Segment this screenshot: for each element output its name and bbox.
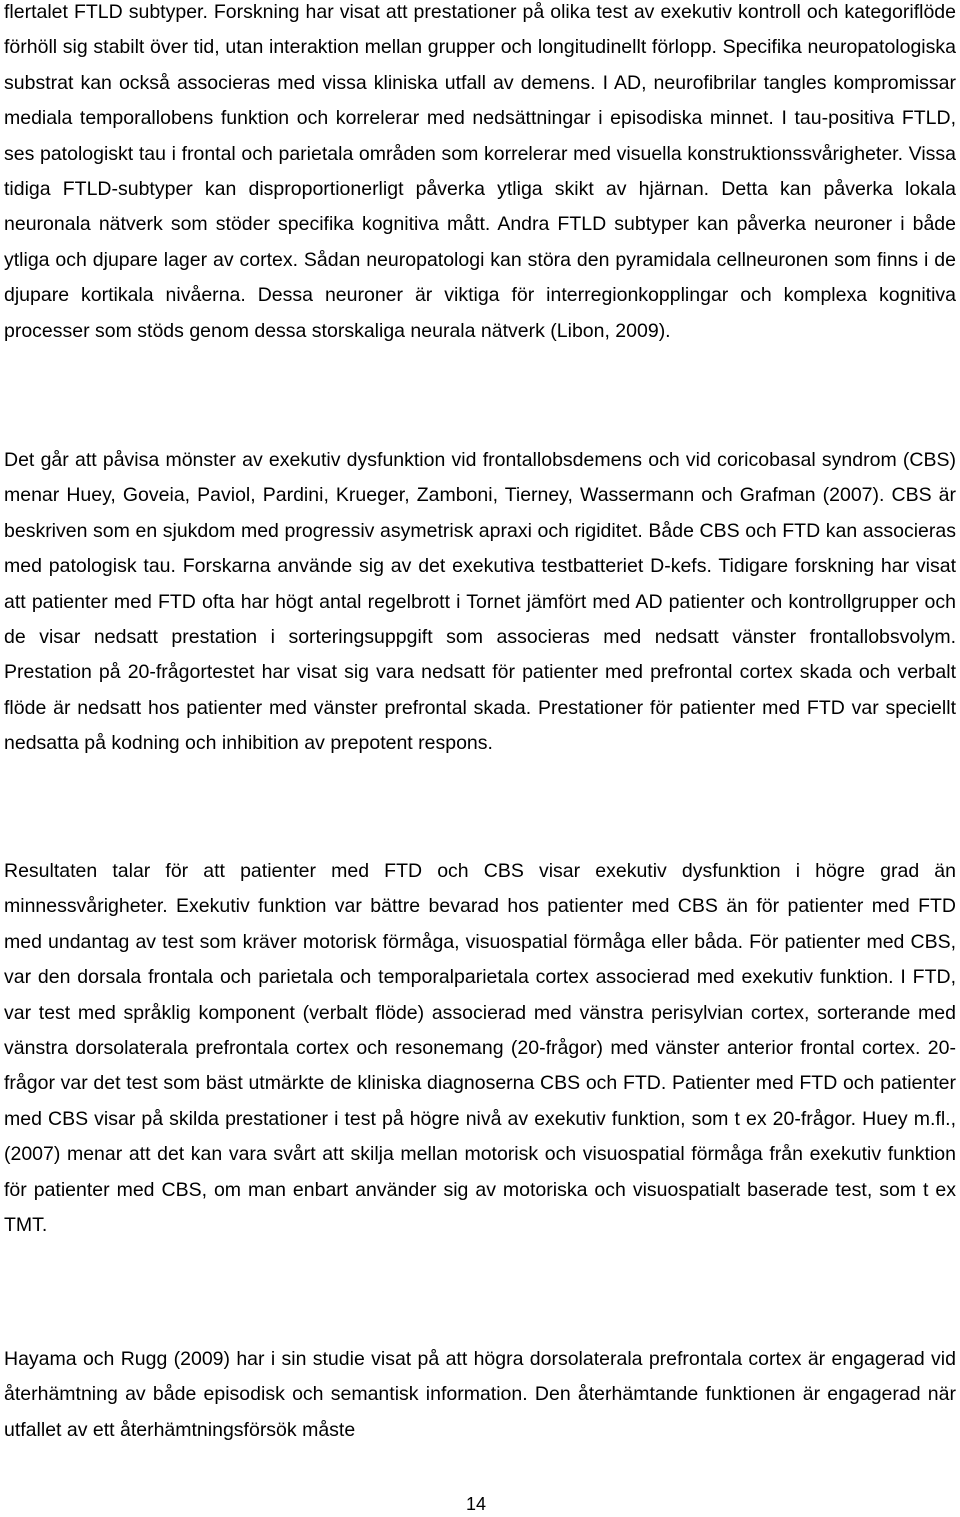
paragraph-1: flertalet FTLD subtyper. Forskning har visat att prestationer på olika test av exekutiv kontroll och kategoriflöde förhöll sig stabilt över tid, utan interaktion mellan grupper och longitudinellt förlopp. Specifika neuropatologiska substrat kan också associeras med vissa kliniska utfall av demens. I AD, neurofibrilar tangles kompromissar mediala temporallobens funktion och korrelerar med nedsättningar i episodiska minnet. I tau-positiva FTLD, ses patologiskt tau i frontal och parietala områden som korrelerar med visuella konstruktionssvårigheter. Vissa tidiga FTLD-subtyper kan disproportionerligt påverka ytliga skikt av hjärnan. Detta kan påverka lokala neuronala nätverk som stöder specifika kognitiva mått. Andra FTLD subtyper kan påverka neuroner i både ytliga och djupare lager av cortex. Sådan neuropatologi kan störa den pyramidala cellneuronen som finns i de djupare kortikala nivåerna. Dessa neuroner är viktiga för interregionkopplingar och komplexa kognitiva processer som stöds genom dessa storskaliga neurala nätverk (Libon, 2009).: [4, 1, 956, 342]
document-page: [4, 0, 956, 1517]
page-number: 14: [465, 1494, 487, 1514]
paragraph-4: Hayama och Rugg (2009) har i sin studie visat på att högra dorsolaterala prefrontala cortex är engagerad vid återhämtning av både episodisk och semantisk information. Den återhämtande funktionen är engagerad när utfallet av ett återhämtningsförsök måste: [4, 1348, 956, 1441]
paragraph-2: Det går att påvisa mönster av exekutiv dysfunktion vid frontallobsdemens och vid coricobasal syndrom (CBS) menar Huey, Goveia, Paviol, Pardini, Krueger, Zamboni, Tierney, Wassermann och Grafman (2007). CBS är beskriven som en sjukdom med progressiv asymetrisk apraxi och rigiditet. Både CBS och FTD kan associeras med patologisk tau. Forskarna använde sig av det exekutiva testbatteriet D-kefs. Tidigare forskning har visat att patienter med FTD ofta har högt antal regelbrott i Tornet jämfört med AD patienter och kontrollgrupper och de visar nedsatt prestation i sorteringsuppgift som associeras med nedsatt vänster frontallobsvolym. Prestation på 20-frågortestet har visat sig vara nedsatt för patienter med prefrontal cortex skada och verbalt flöde är nedsatt hos patienter med vänster prefrontal skada. Prestationer för patienter med FTD var speciellt nedsatta på kodning och inhibition av prepotent respons.: [4, 449, 956, 755]
paragraph-3: Resultaten talar för att patienter med FTD och CBS visar exekutiv dysfunktion i högre grad än minnessvårigheter. Exekutiv funktion var bättre bevarad hos patienter med CBS än för patienter med FTD med undantag av test som kräver motorisk förmåga, visuospatial förmåga eller båda. För patienter med CBS, var den dorsala frontala och parietala och temporalparietala cortex associerad med exekutiv funktion. I FTD, var test med språklig komponent (verbalt flöde) associerad med vänstra perisylvian cortex, sorterande med vänstra dorsolaterala prefrontala cortex och resonemang (20-frågor) med vänster anterior frontal cortex. 20-frågor var det test som bäst utmärkte de kliniska diagnoserna CBS och FTD. Patienter med FTD och patienter med CBS visar på skilda prestationer i test på högre nivå av exekutiv funktion, som t ex 20-frågor. Huey m.fl., (2007) menar att det kan vara svårt att skilja mellan motorisk och visuospatial förmåga från exekutiv funktion för patienter med CBS, om man enbart använder sig av motoriska och visuospatialt baserade test, som t ex TMT.: [4, 860, 956, 1237]
